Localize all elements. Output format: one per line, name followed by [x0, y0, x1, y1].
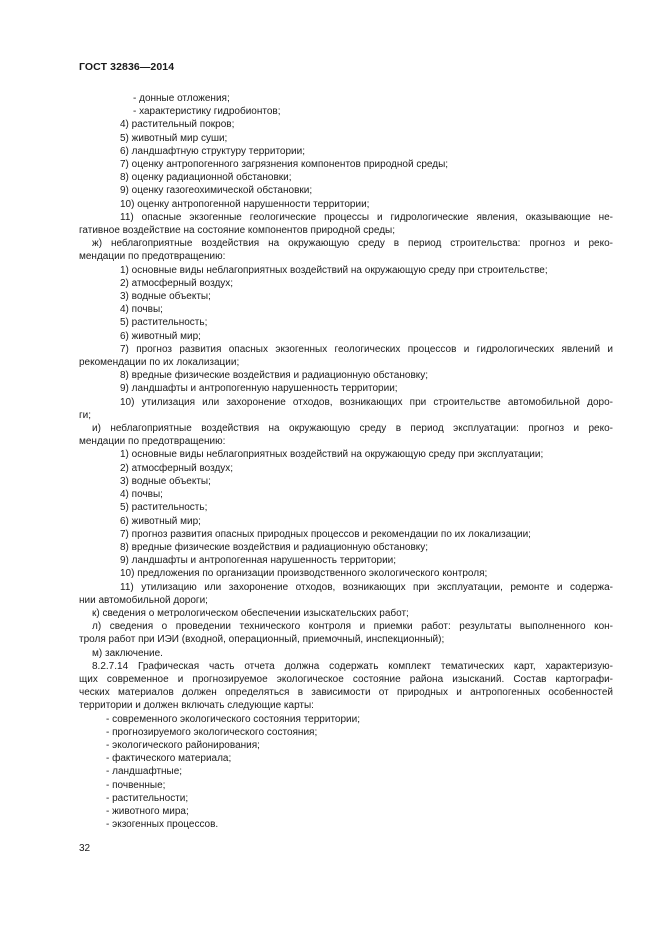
text-line: - донные отложения;	[133, 93, 230, 104]
text-line: 4) почвы;	[120, 489, 163, 501]
text-line: - современного экологического состояния территории;	[106, 713, 360, 725]
text-line: 5) растительность;	[120, 317, 208, 329]
text-line: 7) прогноз развития опасных природных процессов и рекомендации по их локализации;	[120, 528, 531, 540]
text-line: 10) утилизация или захоронение отходов, возникающих при строительстве автомобильной доро-	[120, 396, 613, 408]
text-line: - экзогенных процессов.	[106, 819, 219, 831]
page-number: 32	[79, 843, 91, 854]
text-line: л) сведения о проведении технического контроля и приемки работ: результаты выполненного кон-	[92, 621, 613, 633]
text-line: - животного мира;	[106, 805, 189, 817]
text-line: 2) атмосферный воздух;	[120, 462, 234, 474]
text-line: 3) водные объекты;	[120, 291, 211, 303]
text-line: 10) оценку антропогенной нарушенности территории;	[120, 198, 370, 210]
text-line: 7) оценку антропогенного загрязнения компонентов природной среды;	[120, 159, 449, 171]
text-line: 4) почвы;	[120, 304, 163, 316]
text-line: 6) ландшафтную структуру территории;	[120, 145, 305, 157]
text-line: 1) основные виды неблагоприятных воздействий на окружающую среду при эксплуатации;	[120, 449, 544, 461]
text-line: мендации по предотвращению:	[79, 436, 226, 448]
text-line: 3) водные объекты;	[120, 475, 211, 487]
text-line: рекомендации по их локализации;	[79, 357, 240, 369]
text-line: 5) растительность;	[120, 502, 208, 514]
text-line: 8) вредные физические воздействия и радиационную обстановку;	[120, 370, 429, 382]
text-line: 6) животный мир;	[120, 515, 201, 527]
text-line: 6) животный мир;	[120, 330, 201, 342]
text-line: к) сведения о метрологическом обеспечении изыскательских работ;	[92, 607, 409, 619]
text-line: мендации по предотвращению:	[79, 251, 226, 263]
text-line: - характеристику гидробионтов;	[133, 106, 281, 118]
text-line: 8) оценку радиационной обстановки;	[120, 172, 292, 184]
text-line: м) заключение.	[92, 647, 163, 659]
text-line: 9) ландшафты и антропогенная нарушенность территории;	[120, 555, 397, 567]
text-line: щих современное и прогнозируемое экологическое состояние района изысканий. Состав картографи-	[79, 673, 613, 685]
text-line: - прогнозируемого экологического состояния;	[106, 726, 318, 738]
text-line: 4) растительный покров;	[120, 119, 235, 131]
text-line: 10) предложения по организации производственного экологического контроля;	[120, 568, 488, 580]
text-line: территории и должен включать следующие карты:	[79, 700, 314, 712]
document-header: ГОСТ 32836—2014	[79, 61, 175, 73]
text-line: 5) животный мир суши;	[120, 132, 228, 144]
text-line: - экологического районирования;	[106, 739, 260, 751]
text-line: 9) оценку газогеохимической обстановки;	[120, 185, 313, 197]
text-line: 2) атмосферный воздух;	[120, 277, 234, 289]
text-line: 1) основные виды неблагоприятных воздействий на окружающую среду при строительстве;	[120, 264, 548, 276]
text-line: ческих материалов должен определяться в зависимости от природных и антропогенных особенностей	[79, 687, 613, 699]
text-line: 8) вредные физические воздействия и радиационную обстановку;	[120, 541, 429, 553]
text-line: 8.2.7.14 Графическая часть отчета должна содержать комплект тематических карт, характеризую-	[92, 660, 613, 672]
text-line: ги;	[79, 409, 92, 421]
text-line: - фактического материала;	[106, 753, 232, 765]
text-line: ж) неблагоприятные воздействия на окружающую среду в период строительства: прогноз и реко-	[92, 238, 613, 250]
text-line: 9) ландшафты и антропогенную нарушенность территории;	[120, 383, 398, 395]
text-line: 11) опасные экзогенные геологические процессы и гидрологические явления, оказывающие не-	[120, 211, 613, 223]
document-body	[79, 92, 613, 831]
text-line: - растительности;	[106, 792, 189, 804]
text-line: - почвенные;	[106, 779, 166, 791]
text-line: 11) утилизацию или захоронение отходов, возникающих при эксплуатации, ремонте и содержа-	[120, 581, 613, 593]
text-line: 7) прогноз развития опасных экзогенных геологических процессов и гидрологических явлений и	[120, 343, 613, 355]
text-line: троля работ при ИЭИ (входной, операционный, приемочный, инспекционный);	[79, 634, 445, 646]
text-line: и) неблагоприятные воздействия на окружающую среду в период эксплуатации: прогноз и реко-	[92, 423, 613, 435]
text-line: нии автомобильной дороги;	[79, 594, 208, 606]
text-line: гативное воздействие на состояние компонентов природной среды;	[79, 225, 395, 237]
text-line: - ландшафтные;	[106, 766, 183, 778]
